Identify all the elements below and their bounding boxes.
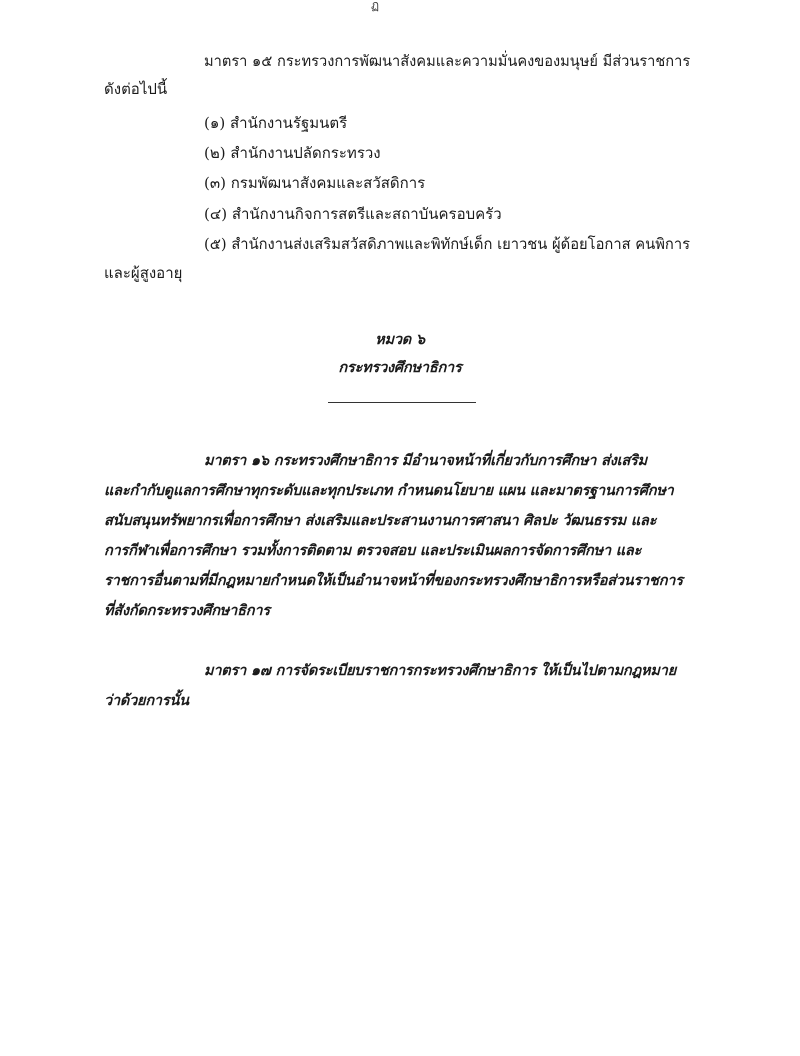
section-16-line-6: ที่สังกัดกระทรวงศึกษาธิการ [104,602,270,619]
section-15-item-5: (๕) สำนักงานส่งเสริมสวัสดิภาพและพิทักษ์เด็ก เยาวชน ผู้ด้อยโอกาส คนพิการ [204,235,691,253]
section-16-line-2: และกำกับดูแลการศึกษาทุกระดับและทุกประเภท กำหนดนโยบาย แผน และมาตรฐานการศึกษา [104,482,674,499]
chapter-title: กระทรวงศึกษาธิการ [338,359,462,376]
section-15-item-2: (๒) สำนักงานปลัดกระทรวง [204,144,381,162]
section-15-item-4: (๔) สำนักงานกิจการสตรีและสถาบันครอบครัว [204,205,502,223]
section-16-line-3: สนับสนุนทรัพยากรเพื่อการศึกษา ส่งเสริมและประสานงานการศาสนา ศิลปะ วัฒนธรรม และ [104,512,657,529]
section-16-line-5: ราชการอื่นตามที่มีกฎหมายกำหนดให้เป็นอำนาจหน้าที่ของกระทรวงศึกษาธิการหรือส่วนราชการ [104,572,683,589]
chapter-divider [328,402,476,403]
section-15-item-1: (๑) สำนักงานรัฐมนตรี [204,114,348,132]
section-16-line-4: การกีฬาเพื่อการศึกษา รวมทั้งการติดตาม ตรวจสอบ และประเมินผลการจัดการศึกษา และ [104,542,642,559]
chapter-number: หมวด ๖ [375,331,425,348]
section-15-line-1: มาตรา ๑๕ กระทรวงการพัฒนาสังคมและความมั่นคงของมนุษย์ มีส่วนราชการ [204,52,691,70]
section-15-item-5-continuation: และผู้สูงอายุ [104,264,183,282]
section-17-line-2: ว่าด้วยการนั้น [104,692,189,709]
header-fragment: ฏ [371,0,380,12]
section-16-line-1: มาตรา ๑๖ กระทรวงศึกษาธิการ มีอำนาจหน้าที่เกี่ยวกับการศึกษา ส่งเสริม [204,452,647,469]
section-15-line-2: ดังต่อไปนี้ [104,80,168,98]
section-17-line-1: มาตรา ๑๗ การจัดระเบียบราชการกระทรวงศึกษาธิการ ให้เป็นไปตามกฎหมาย [204,662,676,679]
section-15-item-3: (๓) กรมพัฒนาสังคมและสวัสดิการ [204,174,426,192]
